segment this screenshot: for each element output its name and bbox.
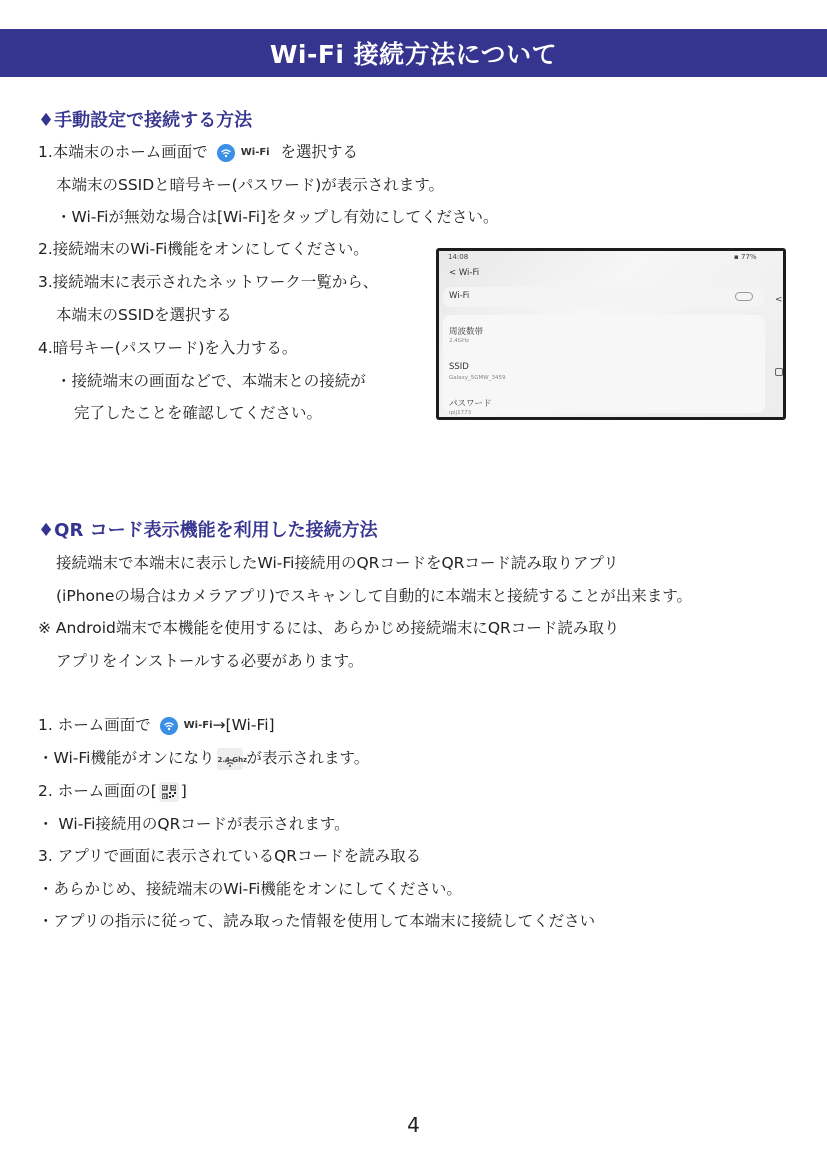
- wifi-icon: [217, 144, 235, 162]
- step-1-line: [38, 141, 358, 164]
- step-1-text-a: 1.本端末のホーム画面で: [38, 143, 208, 161]
- status-battery: [734, 253, 757, 261]
- wifi-icon: [160, 717, 178, 735]
- page-header: [0, 29, 827, 77]
- step-4-note-2: 完了したことを確認してください。: [74, 404, 323, 422]
- qr-step-2-note: ・ Wi-Fi接続用のQRコードが表示されます。: [38, 815, 350, 833]
- step-4-note-1: ・接続端末の画面などで、本端末との接続が: [56, 372, 366, 390]
- qr-step-1-text-a: 1. ホーム画面で: [38, 716, 151, 734]
- battery-level: 77%: [740, 253, 757, 261]
- ssid-label: SSID: [449, 362, 469, 372]
- qr-intro-1: 接続端末で本端末に表示したWi-Fi接続用のQRコードをQRコード読み取りアプリ: [56, 554, 619, 572]
- step-1-desc: 本端末のSSIDと暗号キー(パスワード)が表示されます。: [56, 176, 445, 194]
- step-1-text-b: を選択する: [280, 143, 359, 161]
- password-label: パスワード: [449, 399, 492, 409]
- ssid-value: Galaxy_5GMW_3459: [449, 375, 506, 381]
- step-1-note: ・Wi-Fiが無効な場合は[Wi-Fi]をタップし有効にしてください。: [56, 208, 499, 226]
- section-manual-title: ♦手動設定で接続する方法: [38, 110, 253, 131]
- nav-title: Wi-Fi: [458, 268, 480, 278]
- back-nav[interactable]: [449, 268, 479, 278]
- page-title: Wi-Fi 接続方法について: [269, 40, 558, 69]
- qr-note-1: ※ Android端末で本機能を使用するには、あらかじめ接続端末にQRコード読み取り: [38, 619, 620, 637]
- side-handle-icon: <: [775, 295, 783, 305]
- qr-step-3-note-2: ・アプリの指示に従って、読み取った情報を使用して本端末に接続してください: [38, 912, 596, 930]
- wifi-icon-label: Wi-Fi: [183, 719, 213, 731]
- qr-step-1-note-b: が表示されます。: [246, 749, 370, 767]
- band-value: 2.4GHz: [449, 338, 470, 344]
- password-value: ipij1773: [449, 410, 472, 416]
- step-2-line: 2.接続端末のWi-Fi機能をオンにしてください。: [38, 240, 369, 258]
- section-qr-title: ♦QR コード表示機能を利用した接続方法: [38, 520, 378, 541]
- tablet-screenshot: [436, 248, 786, 420]
- wifi-band-label: 2.4 Ghz: [217, 755, 248, 764]
- band-label: 周波数帯: [449, 327, 484, 337]
- status-time: 14:08: [448, 253, 469, 261]
- step-4-line: 4.暗号キー(パスワード)を入力する。: [38, 339, 298, 357]
- qr-step-1-note: [38, 747, 369, 770]
- battery-icon: ▪: [734, 253, 739, 261]
- qr-step-2-text-a: 2. ホーム画面の[: [38, 782, 157, 800]
- home-button-icon: [775, 368, 783, 376]
- qr-code-icon: [159, 782, 179, 802]
- qr-step-1-note-a: ・Wi-Fi機能がオンになり: [38, 749, 215, 767]
- wifi-band-icon: [217, 748, 248, 770]
- qr-step-2-text-b: ]: [180, 782, 187, 800]
- step-3-line: 3.接続端末に表示されたネットワーク一覧から、: [38, 273, 379, 291]
- qr-intro-2: (iPhoneの場合はカメラアプリ)でスキャンして自動的に本端末と接続することが出来ます。: [56, 587, 693, 605]
- wifi-icon-label: Wi-Fi: [240, 146, 270, 158]
- qr-step-2: [38, 780, 187, 802]
- qr-step-3-note-1: ・あらかじめ、接続端末のWi-Fi機能をオンにしてください。: [38, 880, 462, 898]
- tablet-screen: [439, 251, 783, 417]
- wifi-toggle-switch[interactable]: [735, 292, 753, 301]
- qr-step-3: 3. アプリで画面に表示されているQRコードを読み取る: [38, 847, 422, 865]
- step-3-desc: 本端末のSSIDを選択する: [56, 306, 232, 324]
- wifi-toggle-row[interactable]: [443, 287, 765, 307]
- qr-step-1-text-b: →[Wi-Fi]: [212, 716, 275, 734]
- qr-note-2: アプリをインストールする必要があります。: [56, 652, 364, 670]
- page-number: 4: [407, 1113, 420, 1137]
- qr-step-1: [38, 714, 275, 737]
- back-chevron-icon: <: [449, 268, 457, 278]
- wifi-row-label: Wi-Fi: [449, 291, 470, 301]
